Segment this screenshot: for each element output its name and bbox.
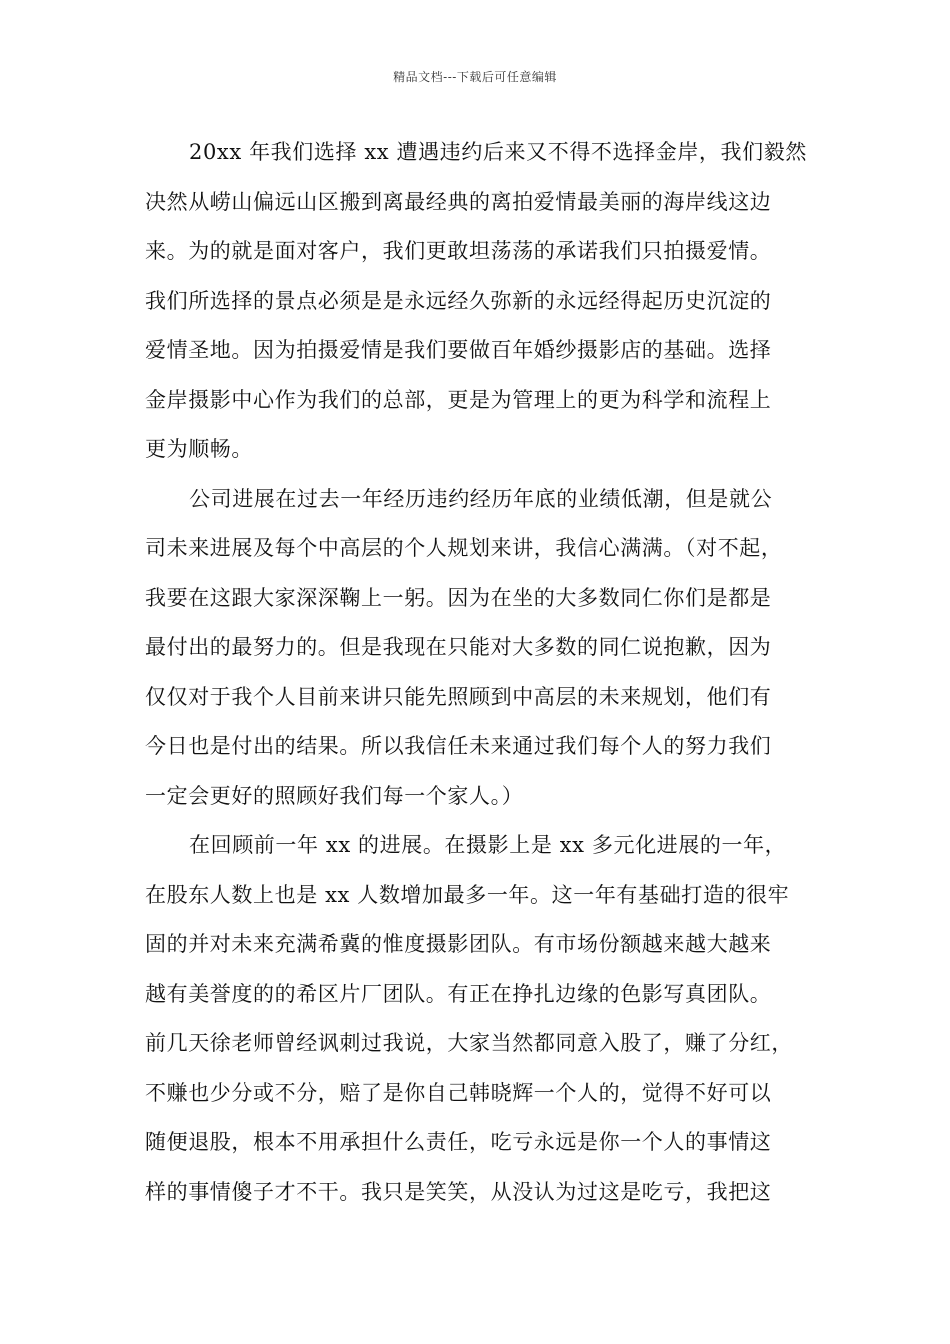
text-line: 越有美誉度的的希区片厂团队。有正在挣扎边缘的色影写真团队。 — [145, 981, 772, 1006]
text-line: 司未来进展及每个中高层的个人规划来讲，我信心满满。（对不起， — [145, 536, 783, 560]
text-line: 在回顾前一年 xx 的进展。在摄影上是 xx 多元化进展的一年， — [189, 833, 787, 857]
text-line: 20xx 年我们选择 xx 遭遇违约后来又不得不选择金岸，我们毅然 — [189, 140, 807, 164]
text-line: 随便退股，根本不用承担什么责任，吃亏永远是你一个人的事情这 — [145, 1130, 772, 1154]
text-line: 我要在这跟大家深深鞠上一躬。因为在坐的大多数同仁你们是都是 — [145, 585, 772, 610]
text-line: 我们所选择的景点必须是是永远经久弥新的永远经得起历史沉淀的 — [145, 288, 772, 313]
text-line: 决然从崂山偏远山区搬到离最经典的离拍爱情最美丽的海岸线这边 — [145, 189, 772, 214]
text-line: 一定会更好的照顾好我们每一个家人。） — [145, 783, 524, 808]
text-line: 金岸摄影中心作为我们的总部，更是为管理上的更为科学和流程上 — [145, 387, 772, 412]
text-line: 公司进展在过去一年经历违约经历年底的业绩低潮，但是就公 — [189, 486, 773, 511]
document-body — [145, 134, 809, 1223]
text-line: 来。为的就是面对客户，我们更敢坦荡荡的承诺我们只拍摄爱情。 — [145, 239, 772, 263]
text-line: 更为顺畅。 — [145, 437, 253, 461]
text-line: 不赚也少分或不分，赔了是你自己韩晓辉一个人的，觉得不好可以 — [145, 1080, 772, 1105]
page-header: 精品文档---下载后可任意编辑 — [393, 70, 557, 84]
text-line: 前几天徐老师曾经讽刺过我说，大家当然都同意入股了，赚了分红， — [145, 1031, 793, 1055]
text-line: 今日也是付出的结果。所以我信任未来通过我们每个人的努力我们 — [145, 734, 772, 758]
text-line: 仅仅对于我个人目前来讲只能先照顾到中高层的未来规划，他们有 — [145, 684, 772, 709]
text-line: 在股东人数上也是 xx 人数增加最多一年。这一年有基础打造的很牢 — [145, 882, 790, 907]
text-line: 固的并对未来充满希冀的惟度摄影团队。有市场份额越来越大越来 — [145, 932, 772, 956]
text-line: 最付出的最努力的。但是我现在只能对大多数的同仁说抱歉，因为 — [145, 635, 772, 659]
text-line: 爱情圣地。因为拍摄爱情是我们要做百年婚纱摄影店的基础。选择 — [145, 338, 772, 362]
text-line: 样的事情傻子才不干。我只是笑笑，从没认为过这是吃亏，我把这 — [145, 1179, 772, 1204]
